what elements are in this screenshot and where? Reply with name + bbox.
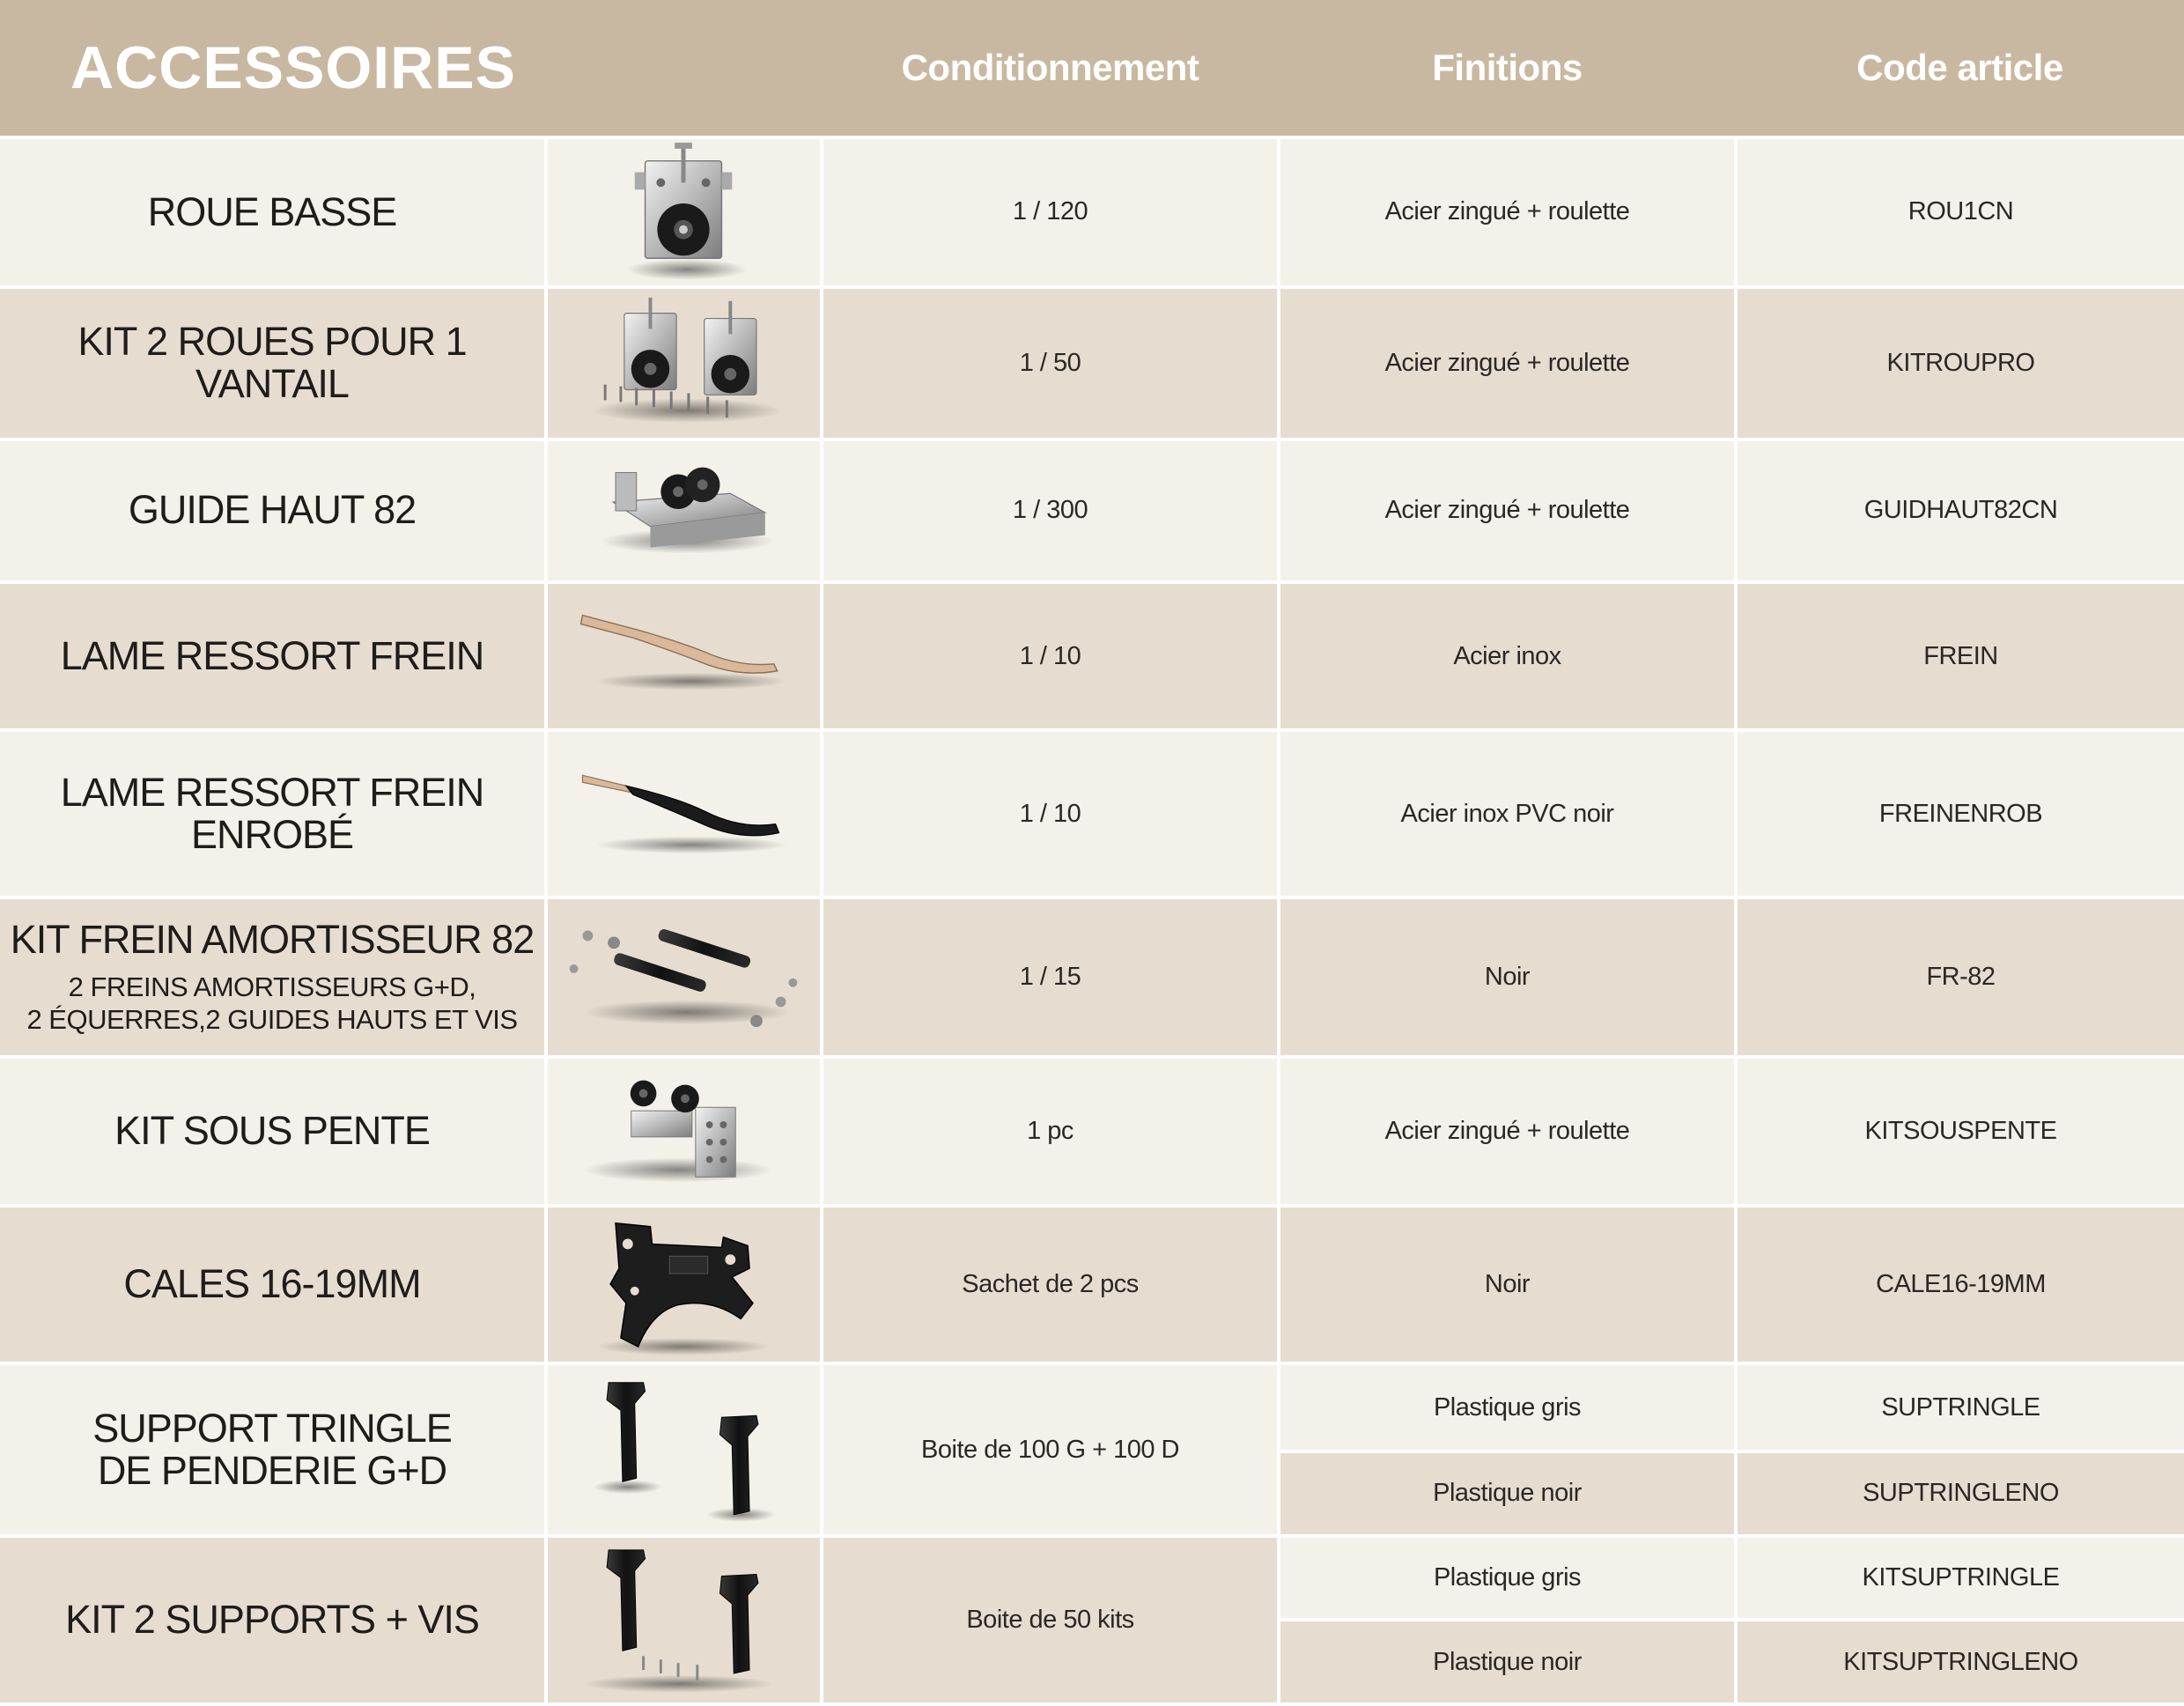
column-header-code-article: Code article — [1736, 0, 2184, 137]
product-name-line: DE PENDERIE G+D — [97, 1448, 447, 1494]
conditionnement-cell: Boite de 100 G + 100 D — [822, 1363, 1279, 1536]
product-name: GUIDE HAUT 82 — [0, 439, 546, 582]
table-row — [0, 1536, 2184, 1620]
conditionnement-cell: Sachet de 2 pcs — [822, 1206, 1279, 1364]
kit-sous-pente-icon — [546, 1057, 822, 1206]
code-article-cell: ROU1CN — [1736, 137, 2184, 287]
product-name-line: SUPPORT TRINGLE — [92, 1405, 452, 1451]
code-article-cell: CALE16-19MM — [1736, 1206, 2184, 1364]
guide-haut-icon — [546, 439, 822, 582]
product-name: LAME RESSORT FREIN ENROBÉ — [0, 730, 546, 897]
kit-frein-amortisseur-icon — [546, 897, 822, 1057]
product-name — [0, 1363, 546, 1536]
conditionnement-cell: 1 pc — [822, 1057, 1279, 1206]
conditionnement-cell: 1 / 50 — [822, 287, 1279, 439]
code-article-cell: SUPTRINGLENO — [1736, 1451, 2184, 1536]
conditionnement-cell: 1 / 10 — [822, 582, 1279, 731]
kit-2-roues-icon — [546, 287, 822, 439]
product-subtitle-line: 2 ÉQUERRES,2 GUIDES HAUTS ET VIS — [26, 1003, 518, 1035]
product-name: KIT 2 ROUES POUR 1 VANTAIL — [0, 287, 546, 439]
finition-cell: Noir — [1279, 1206, 1736, 1364]
table-row — [0, 1363, 2184, 1451]
table-title: ACCESSOIRES — [0, 0, 822, 137]
table-row — [0, 1057, 2184, 1206]
kit-supports-vis-icon — [546, 1536, 822, 1705]
product-subtitle — [0, 971, 544, 1036]
table-row — [0, 582, 2184, 731]
code-article-cell: KITSOUSPENTE — [1736, 1057, 2184, 1206]
finition-cell: Plastique gris — [1279, 1536, 1736, 1620]
product-name: CALES 16-19MM — [0, 1206, 546, 1364]
finition-cell: Noir — [1279, 897, 1736, 1057]
conditionnement-cell: Boite de 50 kits — [822, 1536, 1279, 1705]
finition-cell: Acier inox — [1279, 582, 1736, 731]
conditionnement-cell: 1 / 120 — [822, 137, 1279, 287]
lame-ressort-enrobe-icon — [546, 730, 822, 897]
table-row — [0, 730, 2184, 897]
product-name — [0, 897, 546, 1057]
code-article-cell: KITROUPRO — [1736, 287, 2184, 439]
conditionnement-cell: 1 / 15 — [822, 897, 1279, 1057]
code-article-cell: FREINENROB — [1736, 730, 2184, 897]
finition-cell: Acier inox PVC noir — [1279, 730, 1736, 897]
code-article-cell: GUIDHAUT82CN — [1736, 439, 2184, 582]
code-article-cell: FREIN — [1736, 582, 2184, 731]
finition-cell: Plastique noir — [1279, 1451, 1736, 1536]
finition-cell: Acier zingué + roulette — [1279, 287, 1736, 439]
product-name: LAME RESSORT FREIN — [0, 582, 546, 731]
finition-cell: Acier zingué + roulette — [1279, 439, 1736, 582]
column-header-finitions: Finitions — [1279, 0, 1736, 137]
code-article-cell: KITSUPTRINGLENO — [1736, 1620, 2184, 1704]
lame-ressort-icon — [546, 582, 822, 731]
table-row — [0, 897, 2184, 1057]
conditionnement-cell: 1 / 10 — [822, 730, 1279, 897]
finition-cell: Acier zingué + roulette — [1279, 137, 1736, 287]
column-header-conditionnement: Conditionnement — [822, 0, 1279, 137]
roue-basse-icon — [546, 137, 822, 287]
product-name: KIT 2 SUPPORTS + VIS — [0, 1536, 546, 1705]
table-header-row — [0, 0, 2184, 137]
table-row — [0, 287, 2184, 439]
code-article-cell: FR-82 — [1736, 897, 2184, 1057]
product-name-main: KIT FREIN AMORTISSEUR 82 — [10, 916, 535, 962]
code-article-cell: SUPTRINGLE — [1736, 1363, 2184, 1451]
finition-cell: Plastique noir — [1279, 1620, 1736, 1704]
table-row — [0, 1206, 2184, 1364]
cales-icon — [546, 1206, 822, 1364]
finition-cell: Plastique gris — [1279, 1363, 1736, 1451]
table-row — [0, 137, 2184, 287]
product-name: KIT SOUS PENTE — [0, 1057, 546, 1206]
conditionnement-cell: 1 / 300 — [822, 439, 1279, 582]
product-name: ROUE BASSE — [0, 137, 546, 287]
code-article-cell: KITSUPTRINGLE — [1736, 1536, 2184, 1620]
table-row — [0, 439, 2184, 582]
product-subtitle-line: 2 FREINS AMORTISSEURS G+D, — [68, 971, 476, 1002]
support-tringle-icon — [546, 1363, 822, 1536]
finition-cell: Acier zingué + roulette — [1279, 1057, 1736, 1206]
